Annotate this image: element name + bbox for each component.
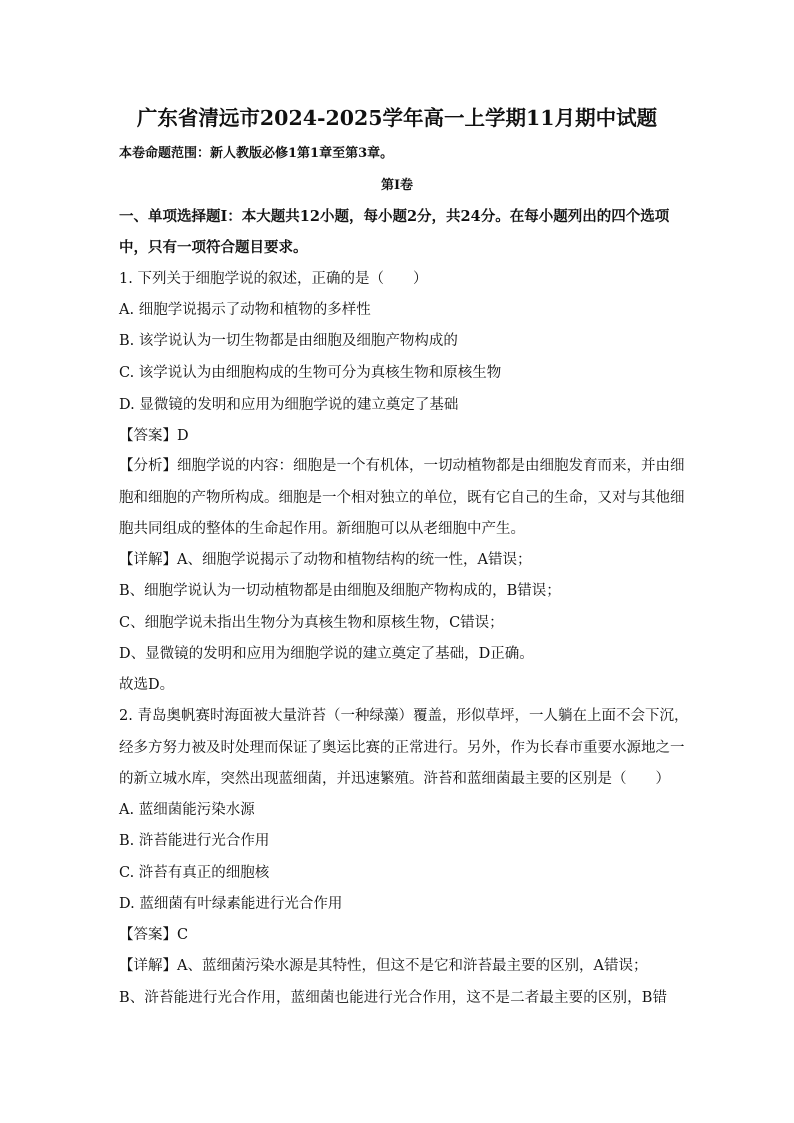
q1-option-a: A. 细胞学说揭示了动物和植物的多样性 — [119, 302, 371, 318]
q2-detail-b: B、浒苔能进行光合作用，蓝细菌也能进行光合作用，这不是二者最主要的区别，B错 — [119, 990, 667, 1006]
q1-detail-b: B、细胞学说认为一切动植物都是由细胞及细胞产物构成的，B错误； — [119, 583, 561, 599]
volume-heading: 第I卷 — [380, 178, 414, 193]
q2-stem-line-2: 经多方努力被及时处理而保证了奥运比赛的正常进行。另外，作为长春市重要水源地之一 — [119, 740, 685, 756]
q1-detail-a: 【详解】A、细胞学说揭示了动物和植物结构的统一性，A错误； — [119, 552, 532, 568]
q2-option-d: D. 蓝细菌有叶绿素能进行光合作用 — [119, 896, 343, 912]
q1-stem: 1. 下列关于细胞学说的叙述，正确的是（ ） — [119, 271, 428, 287]
q1-answer: 【答案】D — [119, 428, 189, 444]
q1-analysis-line-1: 【分析】细胞学说的内容：细胞是一个有机体，一切动植物都是由细胞发育而来，并由细 — [119, 458, 685, 474]
section-heading-line-1: 一、单项选择题I：本大题共12小题，每小题2分，共24分。在每小题列出的四个选项 — [119, 208, 670, 225]
q1-conclusion: 故选D。 — [119, 677, 175, 693]
page-title: 广东省清远市2024-2025学年高一上学期11月期中试题 — [136, 106, 658, 130]
q1-option-b: B. 该学说认为一切生物都是由细胞及细胞产物构成的 — [119, 333, 458, 349]
q2-option-a: A. 蓝细菌能污染水源 — [119, 802, 255, 818]
q2-stem-line-3: 的新立城水库，突然出现蓝细菌，并迅速繁殖。浒苔和蓝细菌最主要的区别是（ ） — [119, 771, 670, 787]
q2-answer: 【答案】C — [119, 927, 189, 943]
q2-option-b: B. 浒苔能进行光合作用 — [119, 833, 270, 849]
q1-analysis-line-2: 胞和细胞的产物所构成。细胞是一个相对独立的单位，既有它自己的生命，又对与其他细 — [119, 490, 685, 506]
exam-scope: 本卷命题范围：新人教版必修1第1章至第3章。 — [119, 146, 394, 161]
q2-detail-a: 【详解】A、蓝细菌污染水源是其特性，但这不是它和浒苔最主要的区别，A错误； — [119, 958, 648, 974]
q1-analysis-line-3: 胞共同组成的整体的生命起作用。新细胞可以从老细胞中产生。 — [119, 521, 525, 537]
q1-detail-d: D、显微镜的发明和应用为细胞学说的建立奠定了基础，D正确。 — [119, 646, 534, 662]
q1-detail-c: C、细胞学说未指出生物分为真核生物和原核生物，C错误； — [119, 615, 504, 631]
q1-option-d: D. 显微镜的发明和应用为细胞学说的建立奠定了基础 — [119, 397, 459, 413]
q1-option-c: C. 该学说认为由细胞构成的生物可分为真核生物和原核生物 — [119, 365, 502, 381]
section-heading-line-2: 中，只有一项符合题目要求。 — [119, 239, 308, 256]
q2-option-c: C. 浒苔有真正的细胞核 — [119, 865, 270, 881]
q2-stem-line-1: 2. 青岛奥帆赛时海面被大量浒苔（一种绿藻）覆盖，形似草坪，一人躺在上面不会下沉， — [119, 708, 689, 724]
